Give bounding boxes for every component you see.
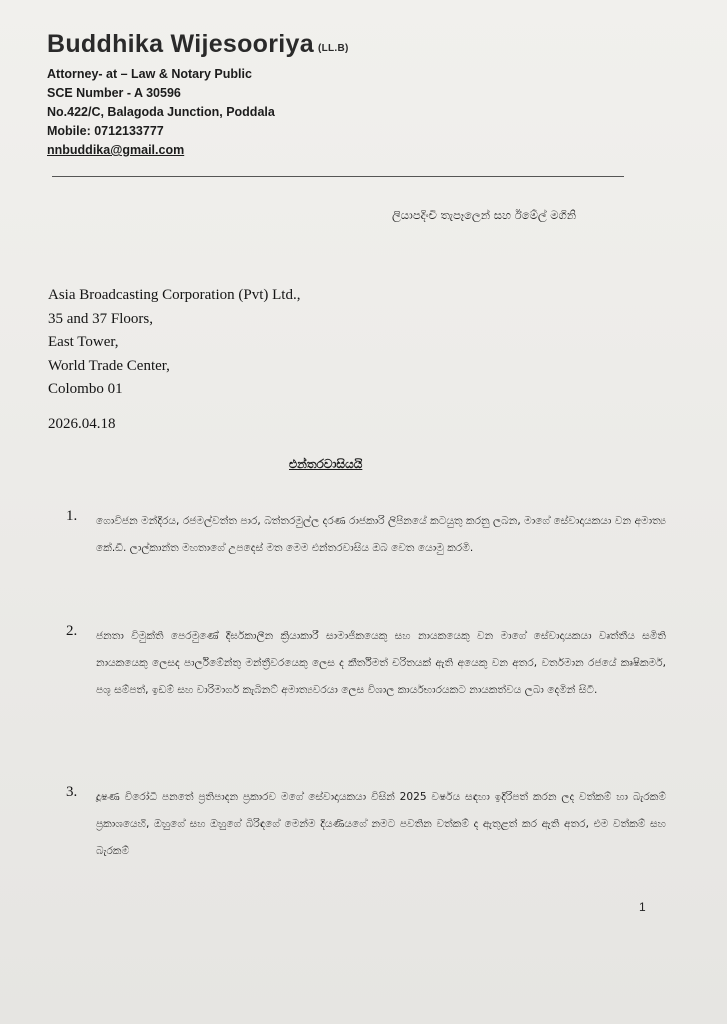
email-link[interactable]: nnbuddika@gmail.com (47, 143, 185, 157)
paragraph-text: ජනතා විමුක්ති පෙරමුණේ දීර්ඝකාලීන ක්‍රියාකාරී සාමාජිකයෙකු සහ නායකයෙකු වන මාගේ සේවාදායකයා වෘත්තීය සමිති නායකයෙකු ලෙසද පාර්ලිමේන්තු මන්ත්‍රීවරයෙකු ලෙස ද කීර්තිමත් චරිතයක් ඇති අයෙකු වන අතර, වර්තමාන රජයේ කෘෂිකර්ම, පශු සම්පත්, ඉඩම් සහ වාරිමාර්ග කැබිනට් අමාත්‍යවරයා ලෙස විශාල කාර්යභාරයකට නායකත්වය ලබා දෙමින් සිටී. (96, 630, 666, 696)
paragraph-text: ගොවිජන මන්දිරය, රජමල්වත්ත පාර, බත්තරමුල්ල දරණ රාජකාරි ලිපිනයේ කටයුතු කරනු ලබන, මාගේ සේවාදායකයා වන අමාත්‍ය කේ.ඩී. ලාල්කාන්ත මහතාගේ උපදෙස් මත මෙම එන්තරවාසිය ඔබ වෙත යොමු කරමි. (96, 515, 666, 554)
recipient-line: East Tower, (48, 334, 119, 350)
recipient-line: 35 and 37 Floors, (48, 310, 153, 327)
delivery-note: ලියාපදිංචි තැපෑලෙන් සහ ඊමේල් මගිනි (392, 208, 577, 222)
paragraph-number: 3. (66, 784, 78, 800)
letter-date: 2026.04.18 (48, 416, 116, 432)
sce-number: SCE Number - A 30596 (47, 86, 181, 100)
page-number: 1 (639, 900, 646, 914)
paragraph-2 (66, 623, 666, 704)
header-divider (52, 176, 624, 177)
paragraph-number: 2. (66, 623, 78, 639)
lawyer-qualification: (LL.B) (317, 43, 349, 54)
paragraph-number: 1. (66, 508, 78, 524)
lawyer-title: Attorney- at – Law & Notary Public (47, 67, 252, 81)
paragraph-text: දූෂණ විරෝධී පනතේ ප්‍රතිපාදන ප්‍රකාරව මගේ සේවාදායකයා විසින් 2025 වර්ෂය සඳහා ඉදිරිපත් කරන ලද වත්කම් හා බැරකම් ප්‍රකාශයෙහි, ඔහුගේ සහ ඔහුගේ බිරිඳගේ මෙන්ම දියණියගේ නමට පවතින වත්කම් ද ඇතුළත් කර ඇති අතර, එම වත්කම් සහ බැරකම් (96, 791, 666, 857)
recipient-line: World Trade Center, (48, 357, 170, 374)
recipient-line: Asia Broadcasting Corporation (Pvt) Ltd., (48, 287, 301, 303)
mobile-number: Mobile: 0712133777 (47, 124, 164, 138)
lawyer-name: Buddhika Wijesooriya (47, 30, 314, 58)
recipient-address (48, 284, 300, 402)
paragraph-1 (66, 508, 666, 562)
letterhead (47, 30, 349, 160)
recipient-line: Colombo 01 (48, 381, 123, 397)
letter-subject: එන්තරවාසියයි (289, 457, 363, 471)
office-address: No.422/C, Balagoda Junction, Poddala (47, 105, 275, 119)
paragraph-3 (66, 784, 666, 865)
